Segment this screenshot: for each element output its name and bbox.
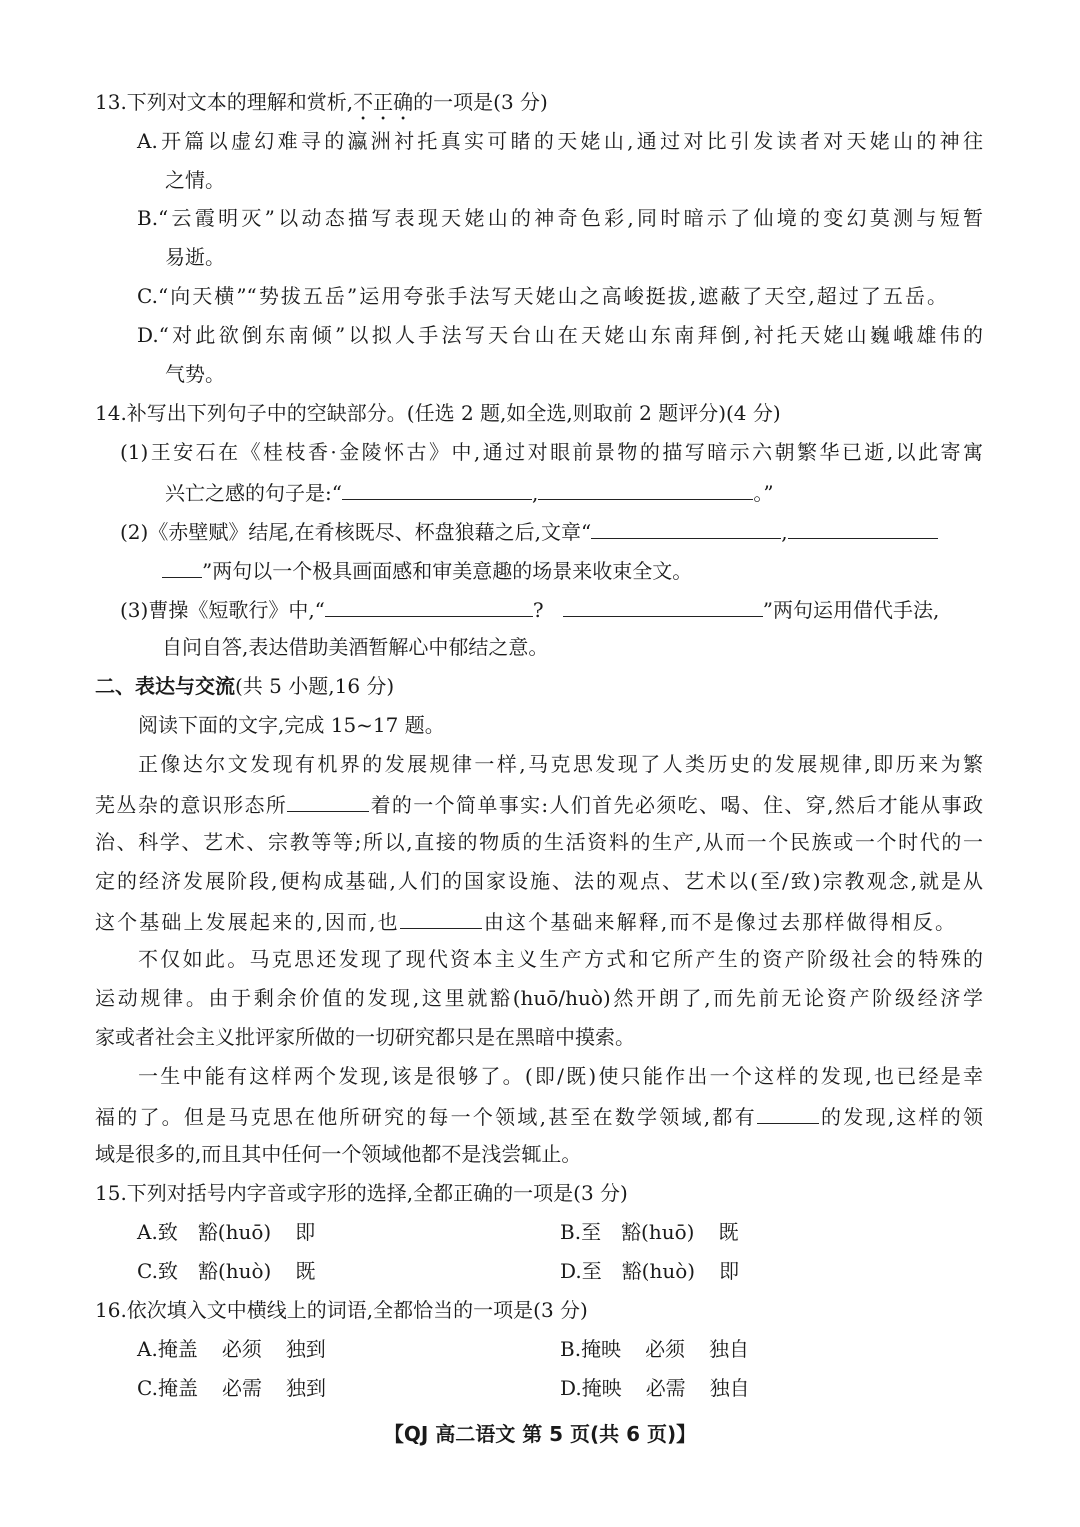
q15-option-b[interactable]: B.至 豁(huō) 既 bbox=[560, 1220, 739, 1244]
q13-option-d-line2: 气势。 bbox=[165, 362, 225, 386]
q16-option-d[interactable]: D.掩映 必需 独自 bbox=[560, 1376, 750, 1400]
page-footer: 【QJ 高二语文 第 5 页(共 6 页)】 bbox=[383, 1422, 697, 1446]
fill-blank[interactable] bbox=[563, 596, 763, 617]
q13-option-c: C.“向天横”“势拔五岳”运用夸张手法写天姥山之高峻挺拔,遮蔽了天空,超过了五岳。 bbox=[137, 284, 947, 308]
passage-p2-line1: 不仅如此。马克思还发现了现代资本主义生产方式和它所产生的资产阶级社会的特殊的 bbox=[138, 947, 983, 971]
passage-p1-line5: 这个基础上发展起来的,因而,也 由这个基础来解释,而不是像过去那样做得相反。 bbox=[95, 910, 956, 934]
q13-stem: 13.下列对文本的理解和赏析,不正确的一项是(3 分) bbox=[95, 90, 548, 114]
fill-blank[interactable] bbox=[757, 1103, 819, 1124]
passage-p3-line1: 一生中能有这样两个发现,该是很够了。(即/既)使只能作出一个这样的发现,也已经是幸 bbox=[138, 1064, 983, 1088]
q16-stem: 16.依次填入文中横线上的词语,全都恰当的一项是(3 分) bbox=[95, 1298, 588, 1322]
q16-option-c[interactable]: C.掩盖 必需 独到 bbox=[137, 1376, 326, 1400]
q14-part1-line1: (1)王安石在《桂枝香·金陵怀古》中,通过对眼前景物的描写暗示六朝繁华已逝,以此寄寓 bbox=[120, 440, 983, 464]
q13-option-a-line1: A.开篇以虚幻难寻的瀛洲衬托真实可睹的天姥山,通过对比引发读者对天姥山的神往 bbox=[137, 129, 983, 153]
fill-blank[interactable] bbox=[325, 596, 533, 617]
q13-option-b-line2: 易逝。 bbox=[165, 245, 225, 269]
q16-option-a[interactable]: A.掩盖 必须 独到 bbox=[137, 1337, 326, 1361]
passage-p2-line2: 运动规律。由于剩余价值的发现,这里就豁(huō/huò)然开朗了,而先前无论资产阶级经济学 bbox=[95, 986, 983, 1010]
emphasis-dots-text: 不正确 bbox=[353, 90, 414, 114]
section-2-title: 二、表达与交流(共 5 小题,16 分) bbox=[95, 674, 395, 698]
passage-p3-line2: 福的了。但是马克思在他所研究的每一个领域,甚至在数学领域,都有 的发现,这样的领 bbox=[95, 1105, 984, 1129]
q14-stem: 14.补写出下列句子中的空缺部分。(任选 2 题,如全选,则取前 2 题评分)(4 分) bbox=[95, 401, 781, 425]
fill-blank[interactable] bbox=[788, 518, 938, 539]
passage-p3-line3: 域是很多的,而且其中任何一个领域他都不是浅尝辄止。 bbox=[95, 1142, 582, 1166]
passage-p2-line3: 家或者社会主义批评家所做的一切研究都只是在黑暗中摸索。 bbox=[95, 1025, 635, 1049]
q14-part2-line2: ”两句以一个极具画面感和审美意趣的场景来收束全文。 bbox=[162, 557, 692, 583]
reading-instruction: 阅读下面的文字,完成 15~17 题。 bbox=[138, 713, 445, 737]
q13-option-b-line1: B.“云霞明灭”以动态描写表现天姥山的神奇色彩,同时暗示了仙境的变幻莫测与短暂 bbox=[137, 206, 983, 230]
q15-option-a[interactable]: A.致 豁(huō) 即 bbox=[137, 1220, 316, 1244]
fill-blank[interactable] bbox=[287, 791, 369, 812]
fill-blank[interactable] bbox=[162, 557, 202, 578]
fill-blank[interactable] bbox=[342, 479, 532, 500]
q15-option-c[interactable]: C.致 豁(huò) 既 bbox=[137, 1259, 316, 1283]
q15-option-d[interactable]: D.至 豁(huò) 即 bbox=[560, 1259, 740, 1283]
q14-part3-line1: (3)曹操《短歌行》中,“ ? ”两句运用借代手法, bbox=[120, 598, 940, 622]
q16-option-b[interactable]: B.掩映 必须 独自 bbox=[560, 1337, 750, 1361]
q14-part1-line2: 兴亡之感的句子是:“ , 。” bbox=[165, 481, 774, 505]
fill-blank[interactable] bbox=[538, 479, 753, 500]
passage-p1-line3: 治、科学、艺术、宗教等等;所以,直接的物质的生活资料的生产,从而一个民族或一个时代的一 bbox=[95, 830, 983, 854]
q14-part2-line1: (2)《赤壁赋》结尾,在肴核既尽、杯盘狼藉之后,文章“ , bbox=[120, 518, 938, 544]
passage-p1-line4: 定的经济发展阶段,便构成基础,人们的国家设施、法的观点、艺术以(至/致)宗教观念,就是从 bbox=[95, 869, 983, 893]
passage-p1-line1: 正像达尔文发现有机界的发展规律一样,马克思发现了人类历史的发展规律,即历来为繁 bbox=[138, 752, 983, 776]
passage-p1-line2: 芜丛杂的意识形态所 着的一个简单事实:人们首先必须吃、喝、住、穿,然后才能从事政 bbox=[95, 793, 983, 817]
q15-stem: 15.下列对括号内字音或字形的选择,全都正确的一项是(3 分) bbox=[95, 1181, 628, 1205]
q13-option-a-line2: 之情。 bbox=[165, 168, 225, 192]
q13-option-d-line1: D.“对此欲倒东南倾”以拟人手法写天台山在天姥山东南拜倒,衬托天姥山巍峨雄伟的 bbox=[137, 323, 983, 347]
q14-part3-line2: 自问自答,表达借助美酒暂解心中郁结之意。 bbox=[162, 635, 549, 659]
fill-blank[interactable] bbox=[591, 518, 781, 539]
fill-blank[interactable] bbox=[400, 908, 482, 929]
